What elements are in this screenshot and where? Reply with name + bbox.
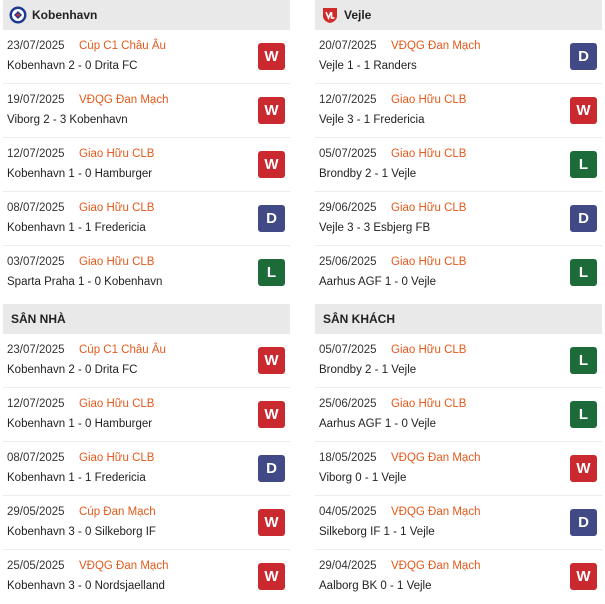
outcome-badge: W (258, 347, 285, 374)
match-row[interactable] (3, 192, 290, 246)
match-result: Kobenhavn 2 - 0 Drita FC (7, 60, 138, 72)
match-result: Viborg 2 - 3 Kobenhavn (7, 114, 128, 126)
match-competition[interactable]: VĐQG Đan Mạch (391, 452, 481, 464)
match-result: Vejle 1 - 1 Randers (319, 60, 417, 72)
outcome-badge: D (570, 43, 597, 70)
match-row[interactable] (315, 138, 602, 192)
match-result: Kobenhavn 1 - 1 Fredericia (7, 222, 146, 234)
outcome-badge: W (570, 97, 597, 124)
match-row[interactable] (315, 192, 602, 246)
match-row[interactable] (315, 30, 602, 84)
section-title: SÂN NHÀ (11, 312, 66, 326)
match-row[interactable] (315, 496, 602, 550)
match-result: Kobenhavn 1 - 0 Hamburger (7, 418, 153, 430)
match-row[interactable] (315, 334, 602, 388)
match-result: Aalborg BK 0 - 1 Vejle (319, 580, 432, 592)
match-row[interactable] (3, 30, 290, 84)
match-result: Kobenhavn 3 - 0 Nordsjaelland (7, 580, 165, 592)
match-result: Brondby 2 - 1 Vejle (319, 364, 417, 376)
match-competition[interactable]: Giao Hữu CLB (79, 148, 155, 160)
match-date: 12/07/2025 (7, 148, 65, 160)
match-date: 08/07/2025 (7, 452, 65, 464)
outcome-badge: W (258, 151, 285, 178)
match-competition[interactable]: Giao Hữu CLB (79, 398, 155, 410)
match-result: Kobenhavn 2 - 0 Drita FC (7, 364, 138, 376)
match-competition[interactable]: Giao Hữu CLB (391, 256, 467, 268)
outcome-badge: D (570, 509, 597, 536)
match-competition[interactable]: VĐQG Đan Mạch (391, 40, 481, 52)
match-date: 12/07/2025 (7, 398, 65, 410)
outcome-badge: L (258, 259, 285, 286)
match-competition[interactable]: Giao Hữu CLB (391, 202, 467, 214)
match-row[interactable] (3, 334, 290, 388)
match-competition[interactable]: VĐQG Đan Mạch (391, 506, 481, 518)
match-row[interactable] (3, 246, 290, 300)
match-date: 23/07/2025 (7, 344, 65, 356)
outcome-badge: D (570, 205, 597, 232)
section-title: Vejle (344, 8, 372, 22)
right-column (315, 0, 602, 604)
left-column (3, 0, 290, 604)
match-row[interactable] (3, 550, 290, 604)
match-list (3, 334, 290, 604)
match-competition[interactable]: Giao Hữu CLB (391, 148, 467, 160)
match-result: Vejle 3 - 1 Fredericia (319, 114, 425, 126)
match-result: Viborg 0 - 1 Vejle (319, 472, 407, 484)
match-date: 04/05/2025 (319, 506, 377, 518)
vejle-header (315, 0, 602, 30)
outcome-badge: L (570, 347, 597, 374)
outcome-badge: W (258, 43, 285, 70)
kobenhavn-logo-icon (9, 6, 27, 24)
outcome-badge: W (258, 97, 285, 124)
match-row[interactable] (315, 246, 602, 300)
match-competition[interactable]: VĐQG Đan Mạch (79, 94, 169, 106)
match-date: 18/05/2025 (319, 452, 377, 464)
match-row[interactable] (3, 442, 290, 496)
match-competition[interactable]: VĐQG Đan Mạch (391, 560, 481, 572)
match-date: 12/07/2025 (319, 94, 377, 106)
match-date: 29/05/2025 (7, 506, 65, 518)
home-header (3, 304, 290, 334)
away-header (315, 304, 602, 334)
outcome-badge: D (258, 455, 285, 482)
match-result: Silkeborg IF 1 - 1 Vejle (319, 526, 435, 538)
match-competition[interactable]: Cúp Đan Mạch (79, 506, 156, 518)
match-date: 08/07/2025 (7, 202, 65, 214)
match-list (315, 334, 602, 604)
match-result: Kobenhavn 1 - 1 Fredericia (7, 472, 146, 484)
match-result: Aarhus AGF 1 - 0 Vejle (319, 418, 436, 430)
match-competition[interactable]: Giao Hữu CLB (79, 202, 155, 214)
match-competition[interactable]: Giao Hữu CLB (79, 256, 155, 268)
match-result: Sparta Praha 1 - 0 Kobenhavn (7, 276, 163, 288)
match-result: Vejle 3 - 3 Esbjerg FB (319, 222, 431, 234)
match-date: 05/07/2025 (319, 148, 377, 160)
match-list (3, 30, 290, 300)
outcome-badge: L (570, 151, 597, 178)
match-result: Aarhus AGF 1 - 0 Vejle (319, 276, 436, 288)
match-row[interactable] (315, 550, 602, 604)
match-date: 05/07/2025 (319, 344, 377, 356)
match-row[interactable] (3, 84, 290, 138)
match-date: 25/06/2025 (319, 256, 377, 268)
match-date: 23/07/2025 (7, 40, 65, 52)
match-date: 25/05/2025 (7, 560, 65, 572)
outcome-badge: W (258, 563, 285, 590)
outcome-badge: L (570, 259, 597, 286)
match-row[interactable] (3, 388, 290, 442)
match-row[interactable] (315, 84, 602, 138)
match-competition[interactable]: VĐQG Đan Mạch (79, 560, 169, 572)
outcome-badge: L (570, 401, 597, 428)
match-date: 20/07/2025 (319, 40, 377, 52)
outcome-badge: W (258, 509, 285, 536)
section-title: Kobenhavn (32, 8, 98, 22)
match-list (315, 30, 602, 300)
outcome-badge: W (570, 563, 597, 590)
match-competition[interactable]: Cúp C1 Châu Âu (79, 344, 166, 356)
match-date: 29/06/2025 (319, 202, 377, 214)
match-result: Brondby 2 - 1 Vejle (319, 168, 417, 180)
kobenhavn-header (3, 0, 290, 30)
match-competition[interactable]: Cúp C1 Châu Âu (79, 40, 166, 52)
outcome-badge: D (258, 205, 285, 232)
match-competition[interactable]: Giao Hữu CLB (391, 398, 467, 410)
match-result: Kobenhavn 1 - 0 Hamburger (7, 168, 153, 180)
match-date: 29/04/2025 (319, 560, 377, 572)
match-date: 19/07/2025 (7, 94, 65, 106)
match-competition[interactable]: Giao Hữu CLB (391, 94, 467, 106)
match-competition[interactable]: Giao Hữu CLB (79, 452, 155, 464)
match-date: 25/06/2025 (319, 398, 377, 410)
outcome-badge: W (570, 455, 597, 482)
outcome-badge: W (258, 401, 285, 428)
match-competition[interactable]: Giao Hữu CLB (391, 344, 467, 356)
match-result: Kobenhavn 3 - 0 Silkeborg IF (7, 526, 156, 538)
match-row[interactable] (3, 496, 290, 550)
match-date: 03/07/2025 (7, 256, 65, 268)
match-row[interactable] (3, 138, 290, 192)
match-row[interactable] (315, 388, 602, 442)
section-title: SÂN KHÁCH (323, 312, 395, 326)
match-row[interactable] (315, 442, 602, 496)
vejle-logo-icon (321, 6, 339, 24)
